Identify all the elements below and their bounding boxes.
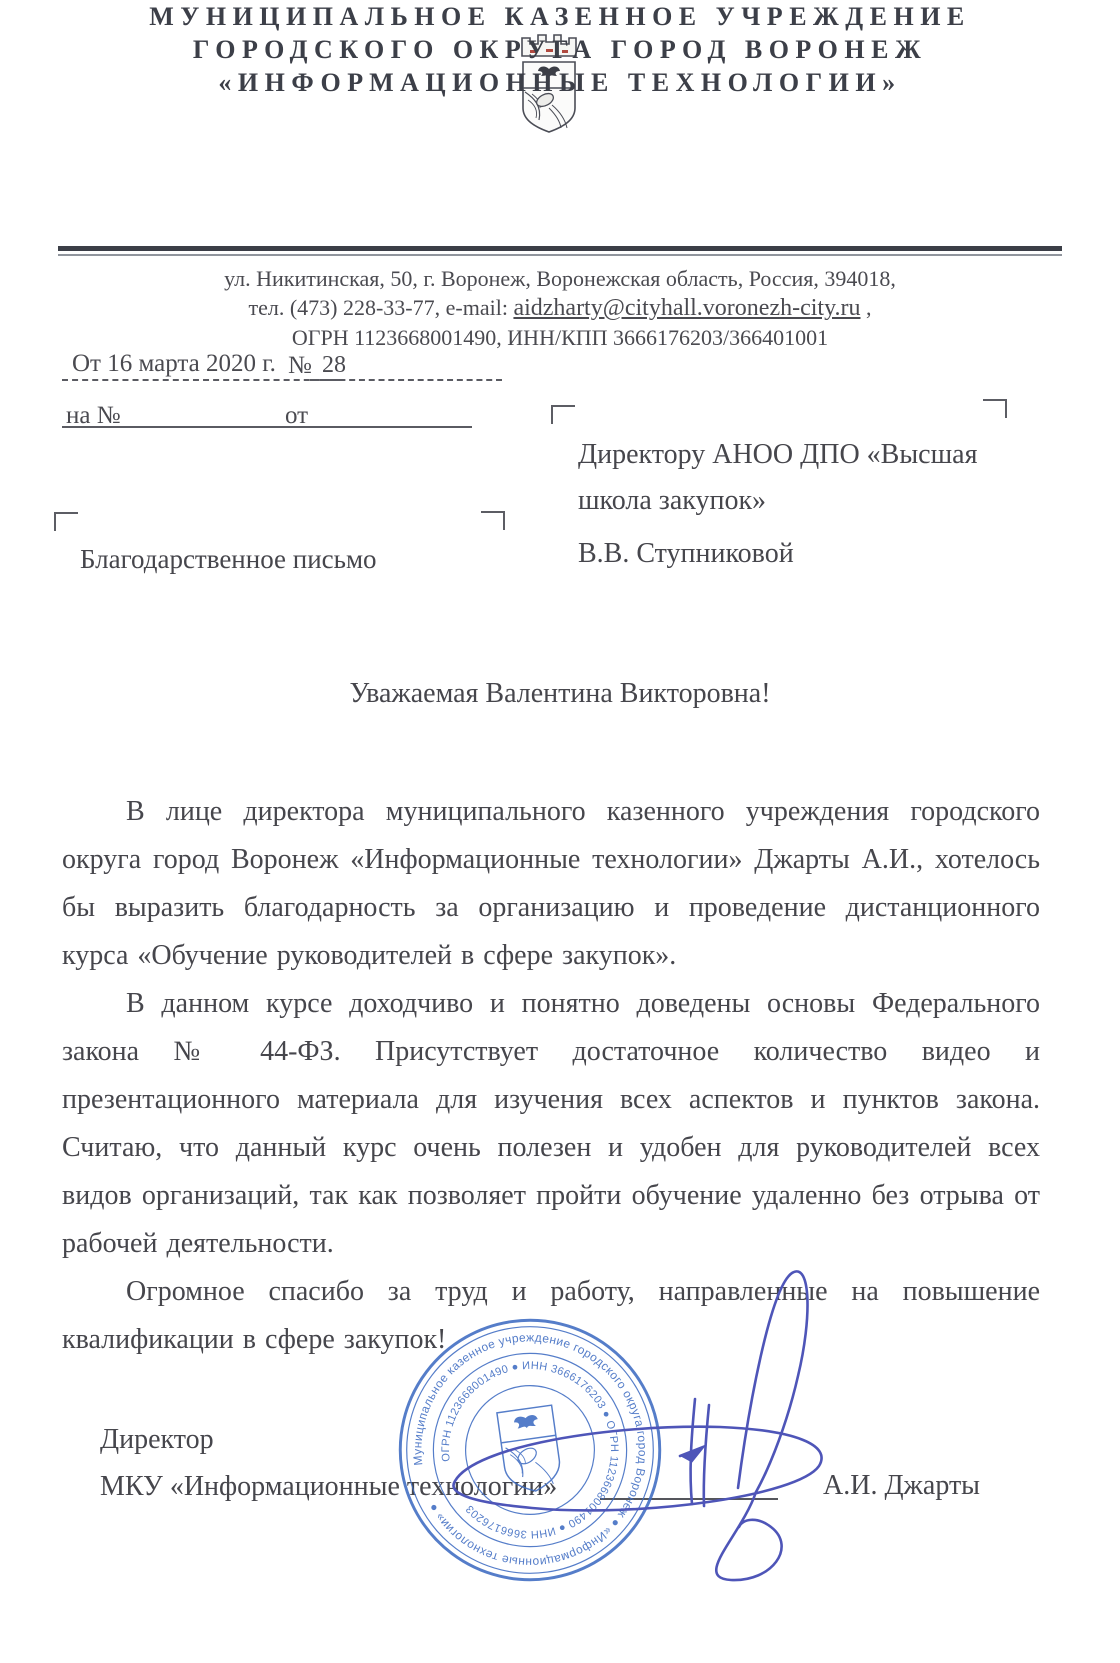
email-link: aidzharty@cityhall.voronezh-city.ru (513, 295, 861, 321)
addressee-corner-tl-icon (551, 405, 575, 424)
number-sign: № (288, 352, 312, 379)
email-suffix: , (860, 295, 872, 320)
contact-block (0, 264, 1120, 352)
stamp-outer-text: Муниципальное казенное учреждение городского округа город Воронеж ● «Информационные технологии» ● (410, 1330, 650, 1570)
registry-line: ОГРН 1123668001490, ИНН/КПП 3666176203/366401001 (291, 325, 829, 350)
org-name-line-2: ГОРОДСКОГО ОКРУГА ГОРОД ВОРОНЕЖ (192, 35, 928, 64)
subject-corner-tl-icon (54, 512, 78, 531)
date-field: От 16 марта 2020 г. (72, 350, 276, 377)
subject-line: Благодарственное письмо (80, 544, 377, 574)
org-name-line-3: «ИНФОРМАЦИОННЫЕ ТЕХНОЛОГИИ» (218, 68, 902, 97)
body-paragraph-2: В данном курсе доходчиво и понятно доведены основы Федерального закона № 44-ФЗ. Присутствует достаточное количество видео и презентационного материала для изучения всех аспектов и пунктов закона. Считаю, что данный курс очень полезен и удобен для руководителей всех видов организаций, так как позволяет пройти обучение удаленно без отрыва от рабочей деятельности. (62, 988, 1040, 1259)
body-paragraph-1: В лице директора муниципального казенного учреждения городского округа город Воронеж «Информационные технологии» Джарты А.И., хотелось бы выразить благодарность за организацию и проведение дистанционного курса «Обучение руководителей в сфере закупок». (62, 796, 1040, 971)
subject-corner-tr-icon (481, 511, 505, 530)
reply-underline (62, 426, 472, 428)
addressee-corner-tr-icon (983, 399, 1007, 418)
org-name-block (0, 0, 1120, 99)
body-paragraph-3: Огромное спасибо за труд и работу, направленные на повышение квалификации в сфере закупок! (62, 1276, 1040, 1355)
addressee-block (578, 432, 998, 524)
header-divider-thick (58, 246, 1062, 251)
reply-from-label: от (285, 402, 309, 429)
org-name-line-1: МУНИЦИПАЛЬНОЕ КАЗЕННОЕ УЧРЕЖДЕНИЕ (149, 2, 971, 31)
phone-label: тел. (473) 228-33-77, e-mail: (248, 295, 514, 320)
addressee-name: В.В. Ступниковой (578, 538, 794, 569)
greeting-line: Уважаемая Валентина Викторовна! (349, 678, 771, 709)
signoff-title-line-1: Директор (100, 1424, 214, 1455)
number-underline (310, 379, 502, 381)
number-value: 28 (322, 352, 346, 378)
reply-number-label: на № (66, 402, 121, 429)
header-divider-thin (58, 254, 1062, 256)
address-line: ул. Никитинская, 50, г. Воронеж, Воронежская область, Россия, 394018, (224, 266, 896, 291)
addressee-line-1: Директору АНОО ДПО «Высшая (578, 439, 978, 470)
stamp-inner-text: ОГРН 1123668001490 ● ИНН 3666176203 ● ОГРН 1123668001490 ● ИНН 3666176203 (439, 1359, 621, 1541)
addressee-line-2: школа закупок» (578, 485, 767, 516)
signoff-title-line-2: МКУ «Информационные технологии» (100, 1471, 558, 1502)
signoff-name: А.И. Джарты (823, 1470, 980, 1501)
handwritten-signature-icon (440, 1256, 840, 1601)
contact-line (0, 293, 1120, 323)
